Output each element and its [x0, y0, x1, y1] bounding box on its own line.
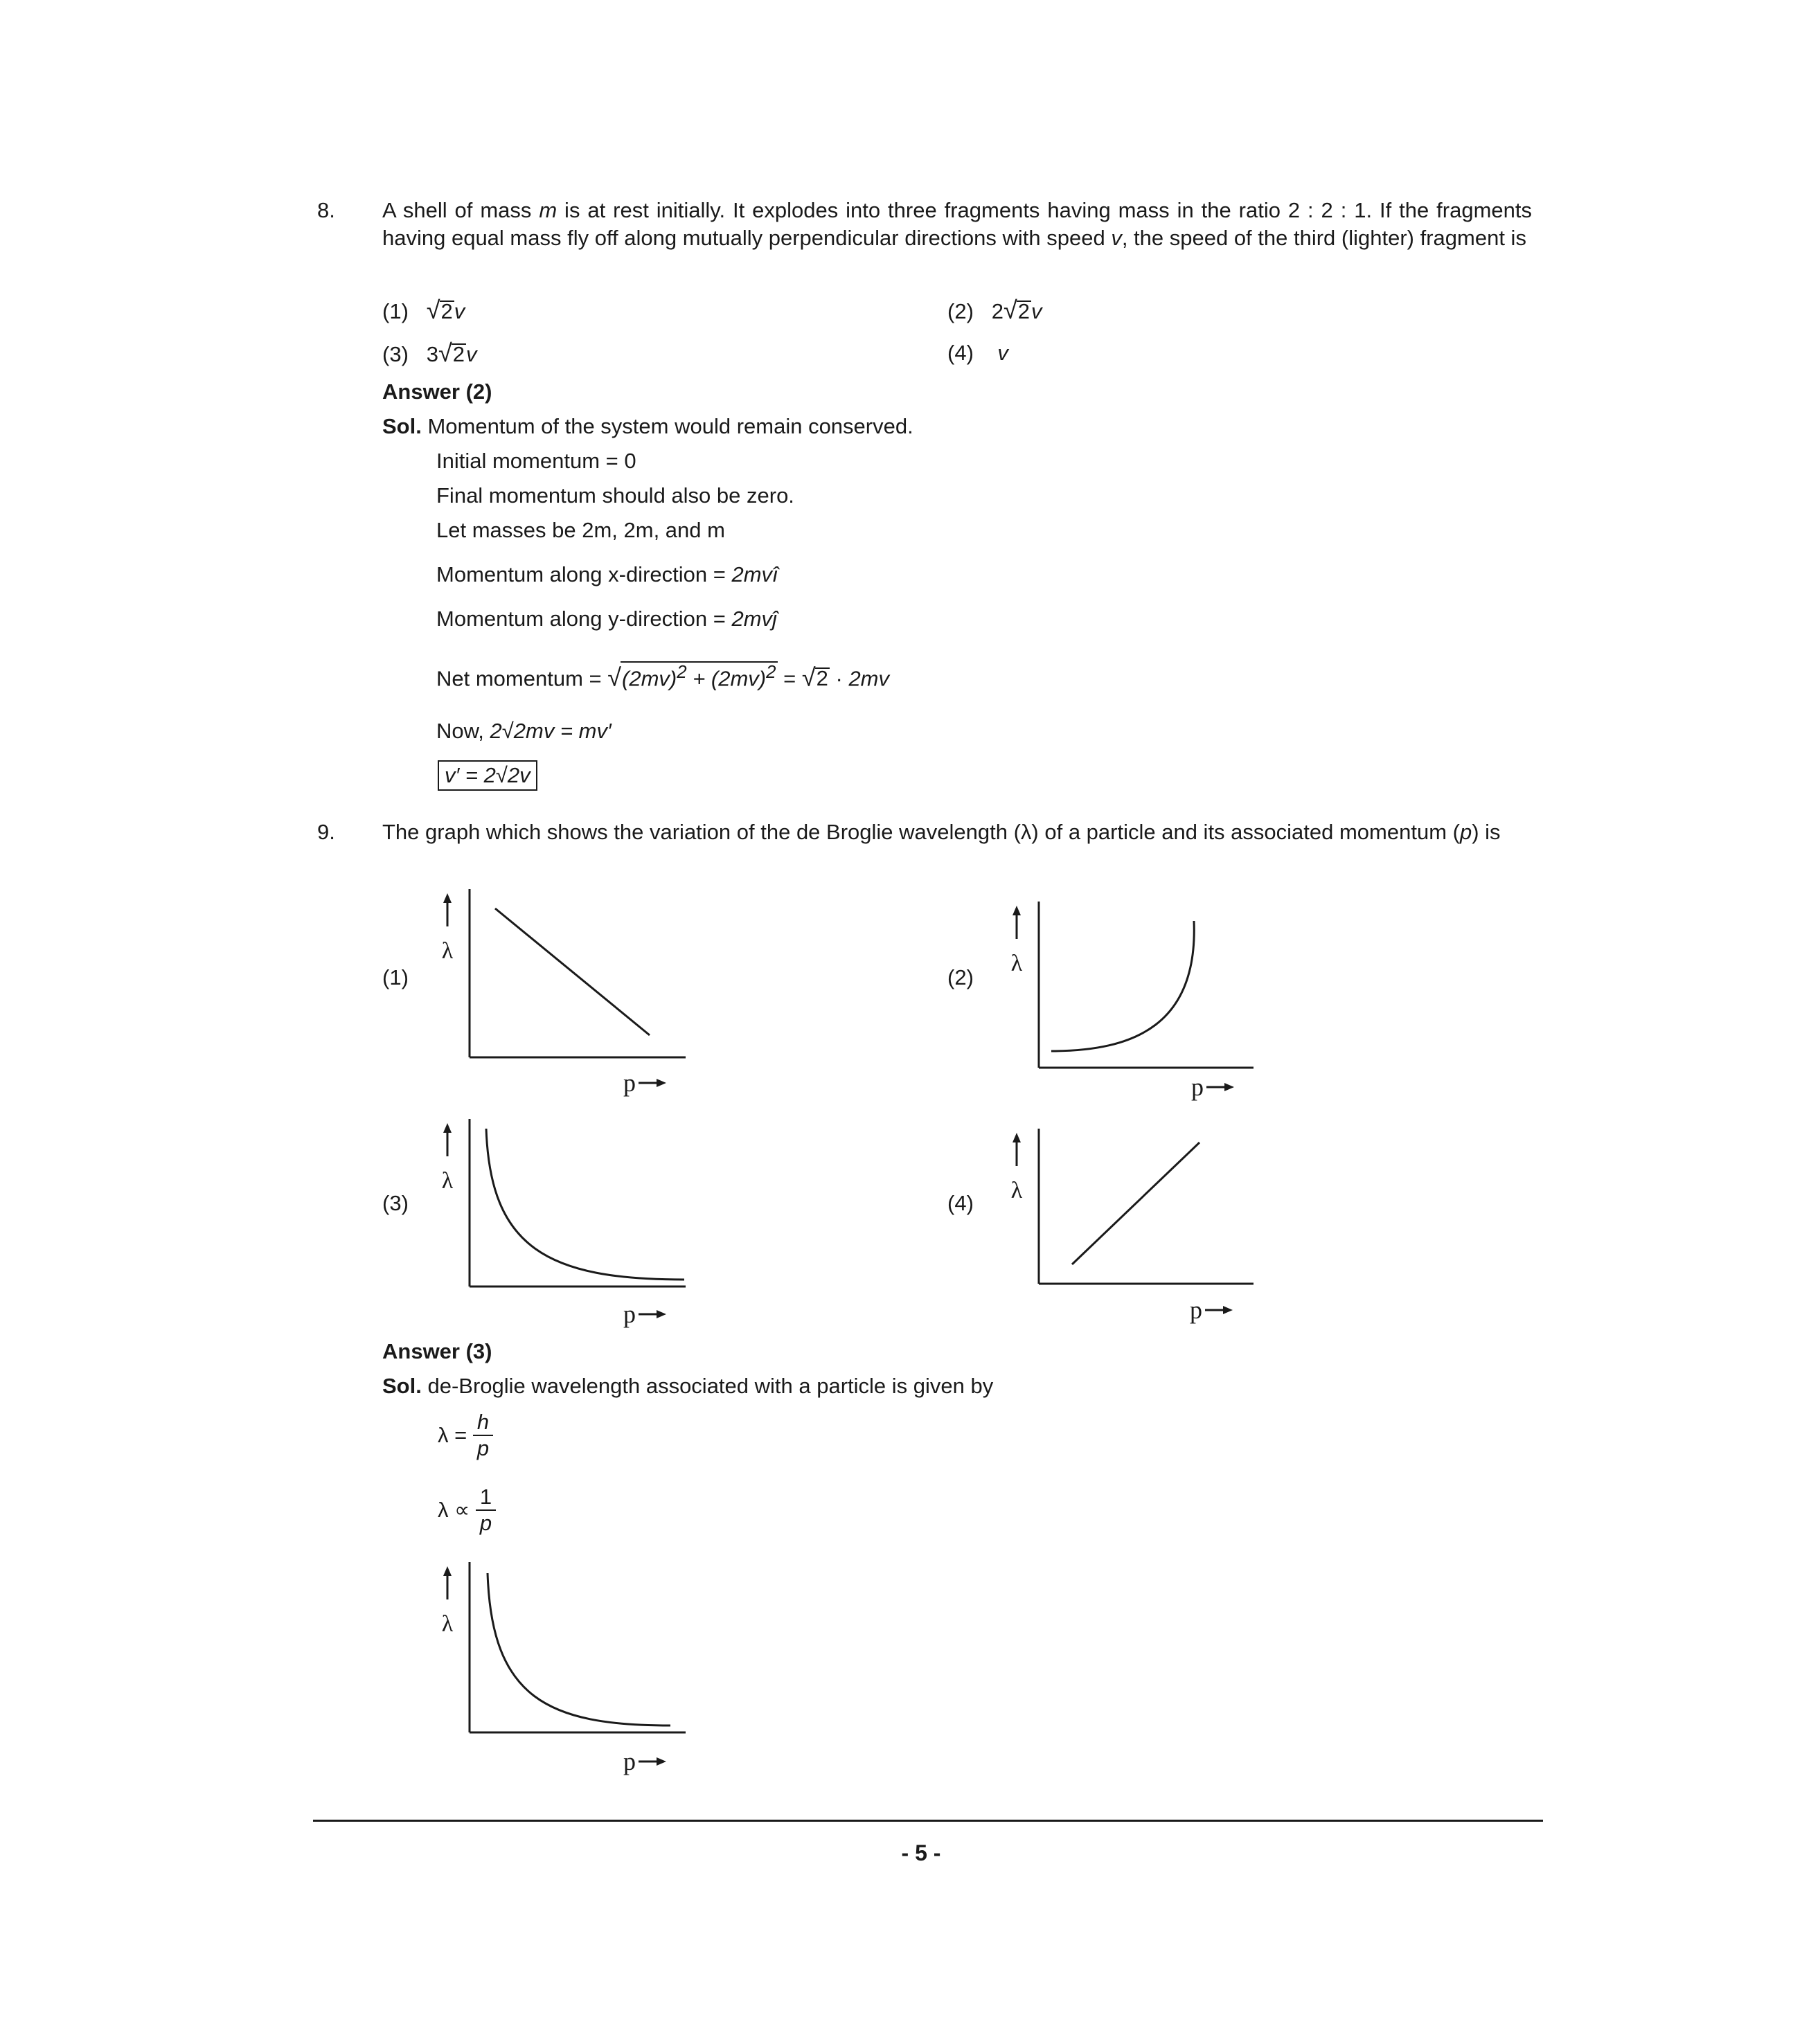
q8-now-line: Now, 2√2mv = mv′ — [436, 719, 612, 743]
q8-final-momentum: Final momentum should also be zero. — [436, 483, 794, 508]
curve-hyperbola — [486, 1129, 684, 1280]
x-arrowhead — [657, 1079, 666, 1087]
y-arrowhead — [443, 893, 452, 903]
q9-equation-2: λ ∝ $\frac{1}{p}$ — [438, 1485, 496, 1536]
x-axis-label: p — [1190, 1296, 1202, 1324]
curve-hyperbola — [488, 1573, 670, 1725]
q9-number: 9. — [317, 820, 335, 844]
q8-option-3[interactable]: (3) 3√2v — [382, 339, 477, 367]
x-arrowhead — [1224, 1083, 1234, 1091]
q8-option-4[interactable]: (4) v — [947, 341, 1008, 365]
q8-y-momentum: Momentum along y-direction = 2mvĵ — [436, 607, 777, 631]
q9-option-2-label[interactable]: (2) — [947, 965, 974, 989]
footer-divider — [313, 1820, 1543, 1822]
q9-equation-1: λ = $\frac{h}{p}$ — [438, 1410, 493, 1461]
q8-option-1[interactable]: (1) √2v — [382, 296, 465, 324]
page-number: - 5 - — [901, 1840, 941, 1865]
x-axis-label: p — [623, 1069, 636, 1097]
q8-solution: Sol. Momentum of the system would remain conserved. — [382, 414, 913, 438]
y-arrowhead — [443, 1123, 452, 1133]
q8-boxed-result: v′ = 2√2v — [438, 760, 537, 791]
curve-linear-increasing — [1072, 1142, 1199, 1264]
q9-solution: Sol. de-Broglie wavelength associated with a particle is given by — [382, 1374, 994, 1398]
q8-number: 8. — [317, 198, 335, 222]
x-arrowhead — [657, 1757, 666, 1766]
q9-graph-3[interactable] — [416, 1116, 706, 1338]
x-arrowhead — [1223, 1306, 1233, 1314]
y-arrowhead — [1012, 1133, 1021, 1142]
curve-linear-decreasing — [495, 908, 650, 1035]
y-arrowhead — [443, 1566, 452, 1576]
y-axis-label: λ — [441, 1611, 454, 1637]
q8-option-2[interactable]: (2) 2√2v — [947, 296, 1042, 324]
q8-initial-momentum: Initial momentum = 0 — [436, 449, 636, 473]
q9-answer: Answer (3) — [382, 1339, 492, 1363]
q9-graph-2[interactable] — [982, 900, 1273, 1115]
q9-text: The graph which shows the variation of the de Broglie wavelength (λ) of a particle and its associated momentum (p) is — [382, 820, 1501, 844]
q8-x-momentum: Momentum along x-direction = 2mvî — [436, 562, 778, 586]
q8-net-momentum: Net momentum = $√(2mv)^2 + (2mv)^2 = √2 \cdot 2mv$ — [436, 663, 890, 692]
q9-option-3-label[interactable]: (3) — [382, 1191, 409, 1215]
q9-option-4-label[interactable]: (4) — [947, 1191, 974, 1215]
x-arrowhead — [657, 1310, 666, 1318]
y-axis-label: λ — [1010, 1178, 1023, 1203]
q8-answer: Answer (2) — [382, 379, 492, 404]
q8-text: A shell of mass m is at rest initially. It explodes into three fragments having mass in the ratio 2 : 2 : 1. If the fragments having equal mass fly off along mutually perpendicular directions with speed v, the speed of the third (lighter) fragment is — [382, 198, 1532, 250]
x-axis-label: p — [1191, 1073, 1204, 1101]
y-axis-label: λ — [1010, 951, 1023, 976]
x-axis-label: p — [623, 1748, 636, 1775]
y-axis-label: λ — [441, 1168, 454, 1194]
y-arrowhead — [1012, 906, 1021, 915]
q8-masses: Let masses be 2m, 2m, and m — [436, 518, 725, 542]
curve-exponential-increasing — [1051, 921, 1194, 1051]
x-axis-label: p — [623, 1300, 636, 1328]
q9-graph-1[interactable] — [416, 886, 706, 1101]
q9-graph-4[interactable] — [982, 1127, 1273, 1342]
q9-option-1-label[interactable]: (1) — [382, 965, 409, 989]
solution-graph — [416, 1559, 706, 1788]
y-axis-label: λ — [441, 938, 454, 964]
